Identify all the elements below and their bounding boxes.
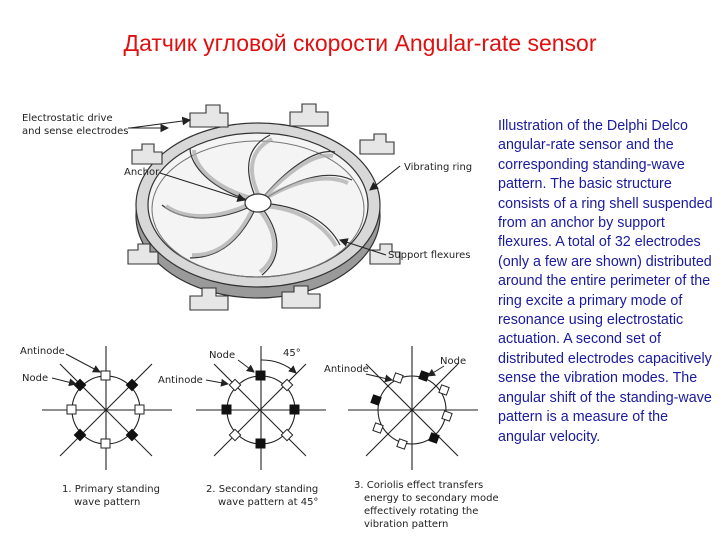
sensor-structure	[128, 104, 400, 310]
panel1-caption-line2: wave pattern	[74, 497, 141, 508]
panel2-antinode-label: Antinode	[158, 375, 203, 386]
support-flexures-label: Support flexures	[388, 250, 471, 261]
slide-title: Датчик угловой скорости Angular-rate sensor	[123, 30, 597, 56]
electrodes-label-line1: Electrostatic drive	[22, 113, 113, 124]
panel3-caption-line3: effectively rotating the	[364, 506, 479, 517]
panel3-caption-line1: 3. Coriolis effect transfers	[354, 480, 484, 491]
panel3-antinode-label: Antinode	[324, 364, 369, 375]
panel3-caption-line2: energy to secondary mode	[364, 493, 499, 504]
panel-3-coriolis	[324, 346, 499, 530]
anchor-label: Anchor	[124, 167, 160, 178]
electrodes-label-line2: and sense electrodes	[22, 126, 129, 137]
vibrating-ring-label: Vibrating ring	[404, 162, 473, 173]
panel-2-secondary	[158, 346, 326, 508]
anchor-disc	[245, 194, 271, 212]
panel2-angle-label: 45°	[283, 348, 301, 359]
panel1-node-label: Node	[22, 373, 49, 384]
panel1-caption-line1: 1. Primary standing	[62, 484, 160, 495]
panel2-caption-line2: wave pattern at 45°	[218, 497, 319, 508]
panel1-antinode-label: Antinode	[20, 346, 65, 357]
panel-1-primary	[20, 346, 172, 508]
description-text: Illustration of the Delphi Delco angular-rate sensor and the corresponding standing-wave pattern. The basic structure consists of a ring shell suspended from an anchor by support flexures. A total of 32 electrodes (only a few are shown) distributed around the entire perimeter of the ring excite a primary mode of resonance using electrostatic actuation. A second set of distributed electrodes capacitively sense the vibration modes. The angular shift of the standing-wave pattern is a measure of the angular velocity.	[498, 118, 713, 445]
panel3-node-label: Node	[440, 356, 467, 367]
panel2-node-label: Node	[209, 350, 236, 361]
panel3-caption-line4: vibration pattern	[364, 519, 449, 530]
panel2-caption-line1: 2. Secondary standing	[206, 484, 319, 495]
